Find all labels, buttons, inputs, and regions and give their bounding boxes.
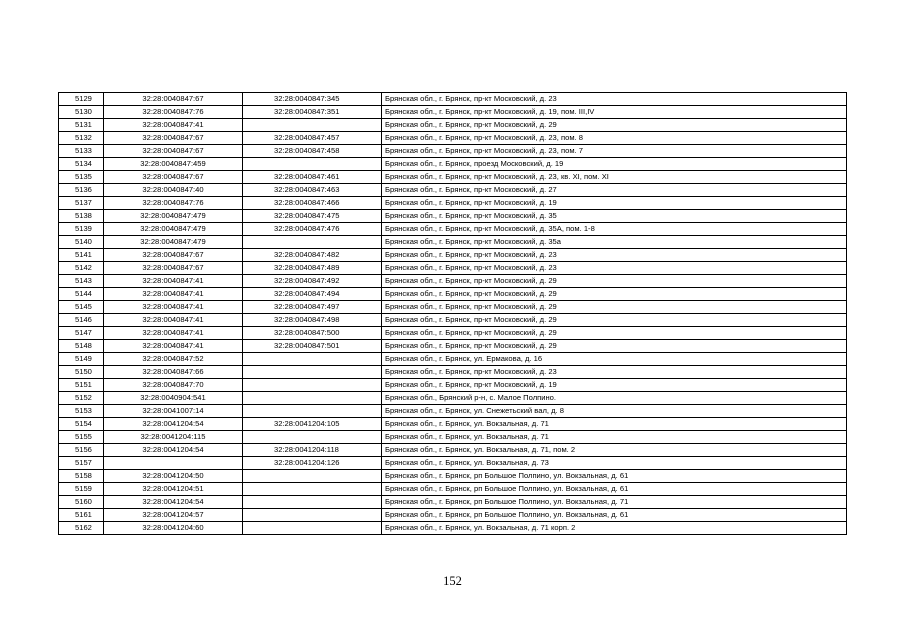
cadastral-number-cell: 32:28:0040847:67	[104, 249, 243, 262]
row-number-cell: 5147	[59, 327, 104, 340]
row-number-cell: 5162	[59, 522, 104, 535]
cadastral-number-cell: 32:28:0040847:52	[104, 353, 243, 366]
row-number-cell: 5140	[59, 236, 104, 249]
table-row	[59, 418, 847, 431]
table-row	[59, 314, 847, 327]
address-cell: Брянская обл., г. Брянск, пр-кт Московский, д. 29	[382, 327, 847, 340]
address-cell: Брянская обл., г. Брянск, пр-кт Московский, д. 23, кв. XI, пом. XI	[382, 171, 847, 184]
address-cell: Брянская обл., г. Брянск, ул. Вокзальная, д. 71, пом. 2	[382, 444, 847, 457]
cadastral-number-cell: 32:28:0041204:54	[104, 418, 243, 431]
table-row	[59, 197, 847, 210]
cadastral-number-cell: 32:28:0040847:41	[104, 119, 243, 132]
row-number-cell: 5149	[59, 353, 104, 366]
object-cadastral-number-cell: 32:28:0040847:345	[243, 93, 382, 106]
object-cadastral-number-cell	[243, 522, 382, 535]
row-number-cell: 5141	[59, 249, 104, 262]
table-row	[59, 405, 847, 418]
table-row	[59, 444, 847, 457]
table-row	[59, 379, 847, 392]
object-cadastral-number-cell: 32:28:0040847:489	[243, 262, 382, 275]
cadastral-number-cell: 32:28:0040847:76	[104, 197, 243, 210]
row-number-cell: 5143	[59, 275, 104, 288]
page-number: 152	[443, 574, 462, 588]
cadastral-number-cell: 32:28:0040847:479	[104, 223, 243, 236]
table-row	[59, 119, 847, 132]
table-row	[59, 470, 847, 483]
row-number-cell: 5158	[59, 470, 104, 483]
table-row	[59, 223, 847, 236]
object-cadastral-number-cell	[243, 119, 382, 132]
table-row	[59, 132, 847, 145]
address-cell: Брянская обл., г. Брянск, пр-кт Московский, д. 29	[382, 314, 847, 327]
address-cell: Брянская обл., г. Брянск, пр-кт Московский, д. 35а	[382, 236, 847, 249]
table-row	[59, 93, 847, 106]
row-number-cell: 5159	[59, 483, 104, 496]
cadastral-number-cell: 32:28:0040847:67	[104, 262, 243, 275]
address-cell: Брянская обл., г. Брянск, пр-кт Московский, д. 29	[382, 288, 847, 301]
object-cadastral-number-cell: 32:28:0040847:475	[243, 210, 382, 223]
row-number-cell: 5151	[59, 379, 104, 392]
table-row	[59, 431, 847, 444]
table-row	[59, 106, 847, 119]
table-row	[59, 275, 847, 288]
address-cell: Брянская обл., г. Брянск, пр-кт Московский, д. 29	[382, 340, 847, 353]
cadastral-number-cell: 32:28:0040904:541	[104, 392, 243, 405]
row-number-cell: 5136	[59, 184, 104, 197]
address-cell: Брянская обл., г. Брянск, пр-кт Московский, д. 23	[382, 93, 847, 106]
cadastral-table	[58, 92, 847, 535]
address-cell: Брянская обл., г. Брянск, пр-кт Московский, д. 35А, пом. 1-8	[382, 223, 847, 236]
cadastral-number-cell: 32:28:0040847:479	[104, 210, 243, 223]
address-cell: Брянская обл., г. Брянск, пр-кт Московский, д. 19	[382, 197, 847, 210]
cadastral-number-cell: 32:28:0040847:67	[104, 145, 243, 158]
row-number-cell: 5148	[59, 340, 104, 353]
address-cell: Брянская обл., г. Брянск, пр-кт Московский, д. 19, пом. III,IV	[382, 106, 847, 119]
cadastral-number-cell: 32:28:0040847:76	[104, 106, 243, 119]
address-cell: Брянская обл., г. Брянск, рп Большое Полпино, ул. Вокзальная, д. 71	[382, 496, 847, 509]
cadastral-number-cell: 32:28:0041204:50	[104, 470, 243, 483]
object-cadastral-number-cell	[243, 483, 382, 496]
cadastral-number-cell	[104, 457, 243, 470]
table-row	[59, 392, 847, 405]
table-row	[59, 327, 847, 340]
object-cadastral-number-cell	[243, 405, 382, 418]
address-cell: Брянская обл., г. Брянск, пр-кт Московский, д. 23, пом. 7	[382, 145, 847, 158]
cadastral-number-cell: 32:28:0040847:479	[104, 236, 243, 249]
object-cadastral-number-cell: 32:28:0040847:351	[243, 106, 382, 119]
row-number-cell: 5146	[59, 314, 104, 327]
table-row	[59, 457, 847, 470]
object-cadastral-number-cell	[243, 496, 382, 509]
object-cadastral-number-cell: 32:28:0040847:458	[243, 145, 382, 158]
row-number-cell: 5130	[59, 106, 104, 119]
object-cadastral-number-cell: 32:28:0041204:126	[243, 457, 382, 470]
address-cell: Брянская обл., г. Брянск, ул. Снежетьский вал, д. 8	[382, 405, 847, 418]
cadastral-number-cell: 32:28:0040847:67	[104, 171, 243, 184]
row-number-cell: 5161	[59, 509, 104, 522]
row-number-cell: 5139	[59, 223, 104, 236]
row-number-cell: 5160	[59, 496, 104, 509]
cadastral-number-cell: 32:28:0040847:41	[104, 301, 243, 314]
address-cell: Брянская обл., г. Брянск, ул. Ермакова, д. 16	[382, 353, 847, 366]
address-cell: Брянская обл., г. Брянск, проезд Московский, д. 19	[382, 158, 847, 171]
cadastral-number-cell: 32:28:0041204:54	[104, 496, 243, 509]
cadastral-number-cell: 32:28:0040847:41	[104, 288, 243, 301]
object-cadastral-number-cell: 32:28:0040847:476	[243, 223, 382, 236]
address-cell: Брянская обл., г. Брянск, пр-кт Московский, д. 23	[382, 249, 847, 262]
address-cell: Брянская обл., г. Брянск, пр-кт Московский, д. 19	[382, 379, 847, 392]
table-row	[59, 145, 847, 158]
object-cadastral-number-cell: 32:28:0040847:497	[243, 301, 382, 314]
table-row	[59, 158, 847, 171]
row-number-cell: 5133	[59, 145, 104, 158]
object-cadastral-number-cell: 32:28:0040847:500	[243, 327, 382, 340]
address-cell: Брянская обл., г. Брянск, пр-кт Московский, д. 29	[382, 119, 847, 132]
cadastral-number-cell: 32:28:0041204:115	[104, 431, 243, 444]
table-row	[59, 236, 847, 249]
object-cadastral-number-cell	[243, 236, 382, 249]
object-cadastral-number-cell: 32:28:0040847:494	[243, 288, 382, 301]
cadastral-number-cell: 32:28:0040847:41	[104, 327, 243, 340]
address-cell: Брянская обл., г. Брянск, ул. Вокзальная, д. 71	[382, 418, 847, 431]
address-cell: Брянская обл., г. Брянск, пр-кт Московский, д. 29	[382, 301, 847, 314]
cadastral-number-cell: 32:28:0040847:40	[104, 184, 243, 197]
cadastral-number-cell: 32:28:0040847:70	[104, 379, 243, 392]
table-body	[59, 93, 847, 535]
object-cadastral-number-cell	[243, 158, 382, 171]
object-cadastral-number-cell	[243, 470, 382, 483]
row-number-cell: 5145	[59, 301, 104, 314]
row-number-cell: 5156	[59, 444, 104, 457]
row-number-cell: 5157	[59, 457, 104, 470]
address-cell: Брянская обл., г. Брянск, рп Большое Полпино, ул. Вокзальная, д. 61	[382, 470, 847, 483]
cadastral-number-cell: 32:28:0040847:67	[104, 93, 243, 106]
object-cadastral-number-cell: 32:28:0040847:498	[243, 314, 382, 327]
table-row	[59, 366, 847, 379]
address-cell: Брянская обл., г. Брянск, пр-кт Московский, д. 35	[382, 210, 847, 223]
address-cell: Брянская обл., Брянский р-н, с. Малое Полпино.	[382, 392, 847, 405]
table-row	[59, 340, 847, 353]
object-cadastral-number-cell: 32:28:0040847:492	[243, 275, 382, 288]
cadastral-number-cell: 32:28:0040847:41	[104, 340, 243, 353]
address-cell: Брянская обл., г. Брянск, ул. Вокзальная, д. 73	[382, 457, 847, 470]
address-cell: Брянская обл., г. Брянск, пр-кт Московский, д. 23	[382, 366, 847, 379]
row-number-cell: 5144	[59, 288, 104, 301]
row-number-cell: 5138	[59, 210, 104, 223]
address-cell: Брянская обл., г. Брянск, ул. Вокзальная, д. 71	[382, 431, 847, 444]
row-number-cell: 5135	[59, 171, 104, 184]
table-row	[59, 301, 847, 314]
table-row	[59, 509, 847, 522]
object-cadastral-number-cell: 32:28:0040847:482	[243, 249, 382, 262]
object-cadastral-number-cell	[243, 353, 382, 366]
table-row	[59, 184, 847, 197]
cadastral-number-cell: 32:28:0041204:57	[104, 509, 243, 522]
table-row	[59, 483, 847, 496]
table-row	[59, 288, 847, 301]
table-row	[59, 262, 847, 275]
table-row	[59, 496, 847, 509]
cadastral-number-cell: 32:28:0040847:459	[104, 158, 243, 171]
cadastral-number-cell: 32:28:0040847:41	[104, 314, 243, 327]
address-cell: Брянская обл., г. Брянск, пр-кт Московский, д. 29	[382, 275, 847, 288]
row-number-cell: 5137	[59, 197, 104, 210]
row-number-cell: 5153	[59, 405, 104, 418]
object-cadastral-number-cell	[243, 366, 382, 379]
cadastral-number-cell: 32:28:0040847:41	[104, 275, 243, 288]
table-row	[59, 210, 847, 223]
address-cell: Брянская обл., г. Брянск, пр-кт Московский, д. 23	[382, 262, 847, 275]
cadastral-number-cell: 32:28:0041204:51	[104, 483, 243, 496]
object-cadastral-number-cell: 32:28:0040847:501	[243, 340, 382, 353]
row-number-cell: 5152	[59, 392, 104, 405]
table-row	[59, 249, 847, 262]
row-number-cell: 5134	[59, 158, 104, 171]
cadastral-number-cell: 32:28:0040847:66	[104, 366, 243, 379]
row-number-cell: 5131	[59, 119, 104, 132]
object-cadastral-number-cell: 32:28:0041204:105	[243, 418, 382, 431]
address-cell: Брянская обл., г. Брянск, пр-кт Московский, д. 23, пом. 8	[382, 132, 847, 145]
row-number-cell: 5132	[59, 132, 104, 145]
object-cadastral-number-cell: 32:28:0040847:457	[243, 132, 382, 145]
address-cell: Брянская обл., г. Брянск, пр-кт Московский, д. 27	[382, 184, 847, 197]
row-number-cell: 5142	[59, 262, 104, 275]
table-row	[59, 171, 847, 184]
cadastral-number-cell: 32:28:0041204:54	[104, 444, 243, 457]
address-cell: Брянская обл., г. Брянск, рп Большое Полпино, ул. Вокзальная, д. 61	[382, 483, 847, 496]
object-cadastral-number-cell	[243, 431, 382, 444]
object-cadastral-number-cell: 32:28:0041204:118	[243, 444, 382, 457]
table-row	[59, 353, 847, 366]
row-number-cell: 5150	[59, 366, 104, 379]
object-cadastral-number-cell	[243, 379, 382, 392]
object-cadastral-number-cell	[243, 509, 382, 522]
object-cadastral-number-cell: 32:28:0040847:463	[243, 184, 382, 197]
table-row	[59, 522, 847, 535]
address-cell: Брянская обл., г. Брянск, рп Большое Полпино, ул. Вокзальная, д. 61	[382, 509, 847, 522]
cadastral-number-cell: 32:28:0040847:67	[104, 132, 243, 145]
address-cell: Брянская обл., г. Брянск, ул. Вокзальная, д. 71 корп. 2	[382, 522, 847, 535]
object-cadastral-number-cell	[243, 392, 382, 405]
cadastral-number-cell: 32:28:0041007:14	[104, 405, 243, 418]
row-number-cell: 5155	[59, 431, 104, 444]
row-number-cell: 5129	[59, 93, 104, 106]
cadastral-number-cell: 32:28:0041204:60	[104, 522, 243, 535]
object-cadastral-number-cell: 32:28:0040847:466	[243, 197, 382, 210]
row-number-cell: 5154	[59, 418, 104, 431]
object-cadastral-number-cell: 32:28:0040847:461	[243, 171, 382, 184]
